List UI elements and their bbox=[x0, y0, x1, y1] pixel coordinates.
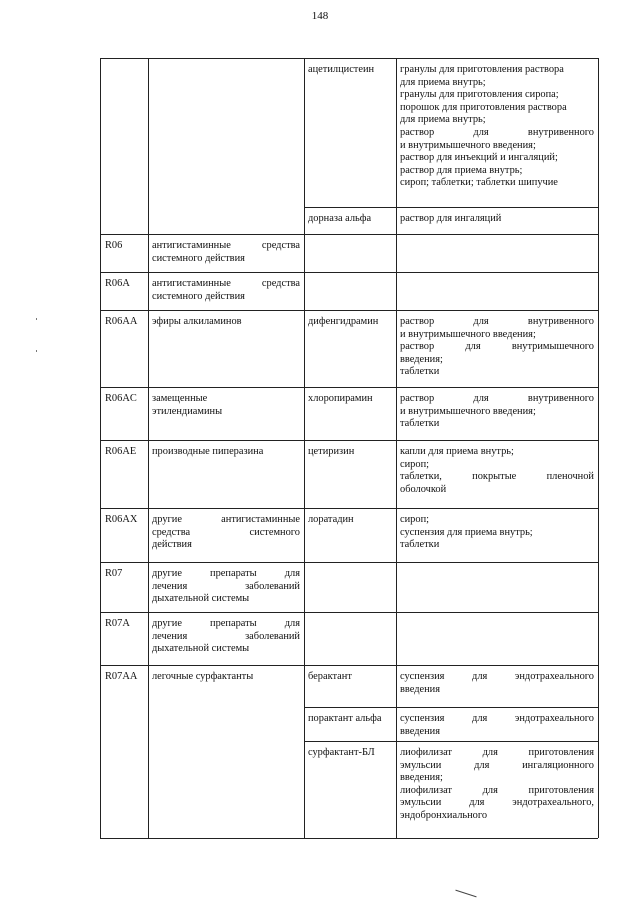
anatomical-group-line: другие препараты для bbox=[152, 618, 300, 629]
dosage-forms-line: лиофилизат для приготовления bbox=[400, 784, 594, 796]
dosage-forms-line: раствор для внутривенного bbox=[400, 316, 594, 327]
row-rule bbox=[100, 387, 598, 388]
column-rule bbox=[396, 58, 397, 838]
dosage-forms bbox=[400, 713, 594, 738]
atc-code-line: R07 bbox=[105, 568, 123, 579]
dosage-forms-line: таблетки bbox=[400, 418, 440, 430]
drug-classification-table bbox=[100, 58, 598, 838]
drug-name-line: порактант альфа bbox=[308, 713, 382, 724]
dosage-forms bbox=[400, 671, 594, 696]
dosage-forms-line: введения; bbox=[400, 772, 443, 784]
anatomical-group-line: производные пиперазина bbox=[152, 446, 264, 457]
drug-name bbox=[308, 747, 392, 760]
anatomical-group bbox=[152, 568, 300, 606]
drug-name-line: лоратадин bbox=[308, 514, 354, 525]
drug-name-line: хлоропирамин bbox=[308, 393, 373, 404]
dosage-forms-line: раствор для приема внутрь; bbox=[400, 164, 523, 176]
anatomical-group bbox=[152, 316, 300, 329]
scan-dot bbox=[36, 350, 37, 352]
dosage-forms-line: раствор для инъекций и ингаляций; bbox=[400, 152, 558, 164]
drug-name bbox=[308, 446, 392, 459]
drug-name-line: берактант bbox=[308, 671, 352, 682]
row-rule bbox=[100, 665, 598, 666]
row-rule bbox=[100, 440, 598, 441]
dosage-forms bbox=[400, 64, 594, 190]
dosage-forms bbox=[400, 213, 594, 226]
dosage-forms-line: эндобронхиального bbox=[400, 809, 488, 821]
dosage-forms bbox=[400, 446, 594, 496]
atc-code bbox=[105, 316, 146, 329]
anatomical-group-line: дыхательной системы bbox=[152, 593, 250, 605]
row-rule bbox=[304, 207, 598, 208]
dosage-forms-line: суспензия для эндотрахеального bbox=[400, 713, 594, 724]
dosage-forms-line: эмульсии для эндотрахеального, bbox=[400, 797, 594, 809]
dosage-forms-line: таблетки bbox=[400, 366, 440, 378]
column-rule bbox=[598, 58, 599, 838]
dosage-forms-line: суспензия для эндотрахеального bbox=[400, 671, 594, 682]
dosage-forms-line: лиофилизат для приготовления bbox=[400, 747, 594, 758]
row-rule bbox=[100, 310, 598, 311]
atc-code bbox=[105, 240, 146, 253]
dosage-forms-line: сироп; таблетки; таблетки шипучие bbox=[400, 177, 558, 189]
anatomical-group-line: лечения заболеваний bbox=[152, 580, 300, 592]
dosage-forms-line: введения; bbox=[400, 353, 443, 365]
dosage-forms-line: таблетки, покрытые пленочной bbox=[400, 471, 594, 483]
dosage-forms-line: эмульсии для ингаляционного bbox=[400, 759, 594, 771]
anatomical-group bbox=[152, 278, 300, 303]
dosage-forms-line: для приема внутрь; bbox=[400, 76, 486, 88]
row-rule bbox=[100, 58, 598, 59]
dosage-forms-line: раствор для внутримышечного bbox=[400, 341, 594, 353]
dosage-forms-line: и внутримышечного введения; bbox=[400, 405, 536, 417]
dosage-forms-line: таблетки bbox=[400, 539, 440, 551]
anatomical-group-line: дыхательной системы bbox=[152, 643, 250, 655]
dosage-forms bbox=[400, 747, 594, 823]
atc-code bbox=[105, 671, 146, 684]
dosage-forms-line: оболочкой bbox=[400, 483, 447, 495]
dosage-forms-line: и внутримышечного введения; bbox=[400, 328, 536, 340]
anatomical-group-line: легочные сурфактанты bbox=[152, 671, 254, 682]
dosage-forms-line: сироп; bbox=[400, 458, 430, 470]
anatomical-group bbox=[152, 618, 300, 656]
anatomical-group-line: действия bbox=[152, 539, 192, 551]
drug-name bbox=[308, 514, 392, 527]
row-rule bbox=[100, 272, 598, 273]
atc-code-line: R06AX bbox=[105, 514, 138, 525]
atc-code-line: R07A bbox=[105, 618, 130, 629]
row-rule bbox=[100, 234, 598, 235]
anatomical-group-line: антигистаминные средства bbox=[152, 240, 300, 251]
atc-code bbox=[105, 568, 146, 581]
anatomical-group-line: другие препараты для bbox=[152, 568, 300, 579]
row-rule bbox=[100, 508, 598, 509]
dosage-forms-line: раствор для внутривенного bbox=[400, 393, 594, 404]
drug-name-line: дифенгидрамин bbox=[308, 316, 379, 327]
drug-name bbox=[308, 713, 392, 726]
atc-code-line: R06AA bbox=[105, 316, 138, 327]
dosage-forms-line: сироп; bbox=[400, 514, 430, 525]
anatomical-group-line: лечения заболеваний bbox=[152, 630, 300, 642]
atc-code bbox=[105, 514, 146, 527]
row-rule bbox=[100, 562, 598, 563]
dosage-forms-line: введения bbox=[400, 725, 441, 737]
row-rule bbox=[100, 838, 598, 839]
drug-name-line: цетиризин bbox=[308, 446, 355, 457]
drug-name-line: ацетилцистеин bbox=[308, 64, 375, 75]
anatomical-group-line: средства системного bbox=[152, 526, 300, 538]
drug-name-line: сурфактант-БЛ bbox=[308, 747, 375, 758]
anatomical-group bbox=[152, 240, 300, 265]
drug-name bbox=[308, 213, 392, 226]
row-rule bbox=[304, 741, 598, 742]
atc-code-line: R06 bbox=[105, 240, 123, 251]
anatomical-group-line: другие антигистаминные bbox=[152, 514, 300, 525]
scan-mark bbox=[455, 890, 476, 898]
anatomical-group bbox=[152, 514, 300, 552]
anatomical-group bbox=[152, 393, 300, 418]
column-rule bbox=[100, 58, 101, 838]
atc-code-line: R07AA bbox=[105, 671, 138, 682]
dosage-forms-line: введения bbox=[400, 683, 441, 695]
anatomical-group-line: системного действия bbox=[152, 290, 245, 302]
atc-code bbox=[105, 278, 146, 291]
drug-name bbox=[308, 316, 392, 329]
atc-code bbox=[105, 446, 146, 459]
dosage-forms-line: порошок для приготовления раствора bbox=[400, 101, 567, 113]
anatomical-group-line: антигистаминные средства bbox=[152, 278, 300, 289]
anatomical-group bbox=[152, 446, 300, 459]
dosage-forms bbox=[400, 316, 594, 379]
atc-code-line: R06AC bbox=[105, 393, 137, 404]
dosage-forms-line: и внутримышечного введения; bbox=[400, 139, 536, 151]
dosage-forms-line: капли для приема внутрь; bbox=[400, 446, 514, 457]
column-rule bbox=[148, 58, 149, 838]
anatomical-group bbox=[152, 671, 300, 684]
row-rule bbox=[100, 612, 598, 613]
atc-code-line: R06AE bbox=[105, 446, 137, 457]
dosage-forms-line: суспензия для приема внутрь; bbox=[400, 526, 533, 538]
dosage-forms-line: для приема внутрь; bbox=[400, 114, 486, 126]
anatomical-group-line: эфиры алкиламинов bbox=[152, 316, 242, 327]
drug-name-line: дорназа альфа bbox=[308, 213, 372, 224]
dosage-forms bbox=[400, 514, 594, 552]
dosage-forms-line: гранулы для приготовления сиропа; bbox=[400, 89, 559, 101]
dosage-forms bbox=[400, 393, 594, 431]
drug-name bbox=[308, 671, 392, 684]
dosage-forms-line: раствор для ингаляций bbox=[400, 213, 502, 224]
drug-name bbox=[308, 393, 392, 406]
dosage-forms-line: раствор для внутривенного bbox=[400, 126, 594, 138]
row-rule bbox=[304, 707, 598, 708]
dosage-forms-line: гранулы для приготовления раствора bbox=[400, 64, 564, 75]
anatomical-group-line: системного действия bbox=[152, 252, 245, 264]
scan-dot bbox=[36, 318, 37, 320]
drug-name bbox=[308, 64, 392, 77]
anatomical-group-line: замещенные bbox=[152, 393, 208, 404]
column-rule bbox=[304, 58, 305, 838]
anatomical-group-line: этилендиамины bbox=[152, 405, 223, 417]
atc-code bbox=[105, 393, 146, 406]
page-number: 148 bbox=[311, 10, 329, 22]
atc-code bbox=[105, 618, 146, 631]
atc-code-line: R06A bbox=[105, 278, 130, 289]
